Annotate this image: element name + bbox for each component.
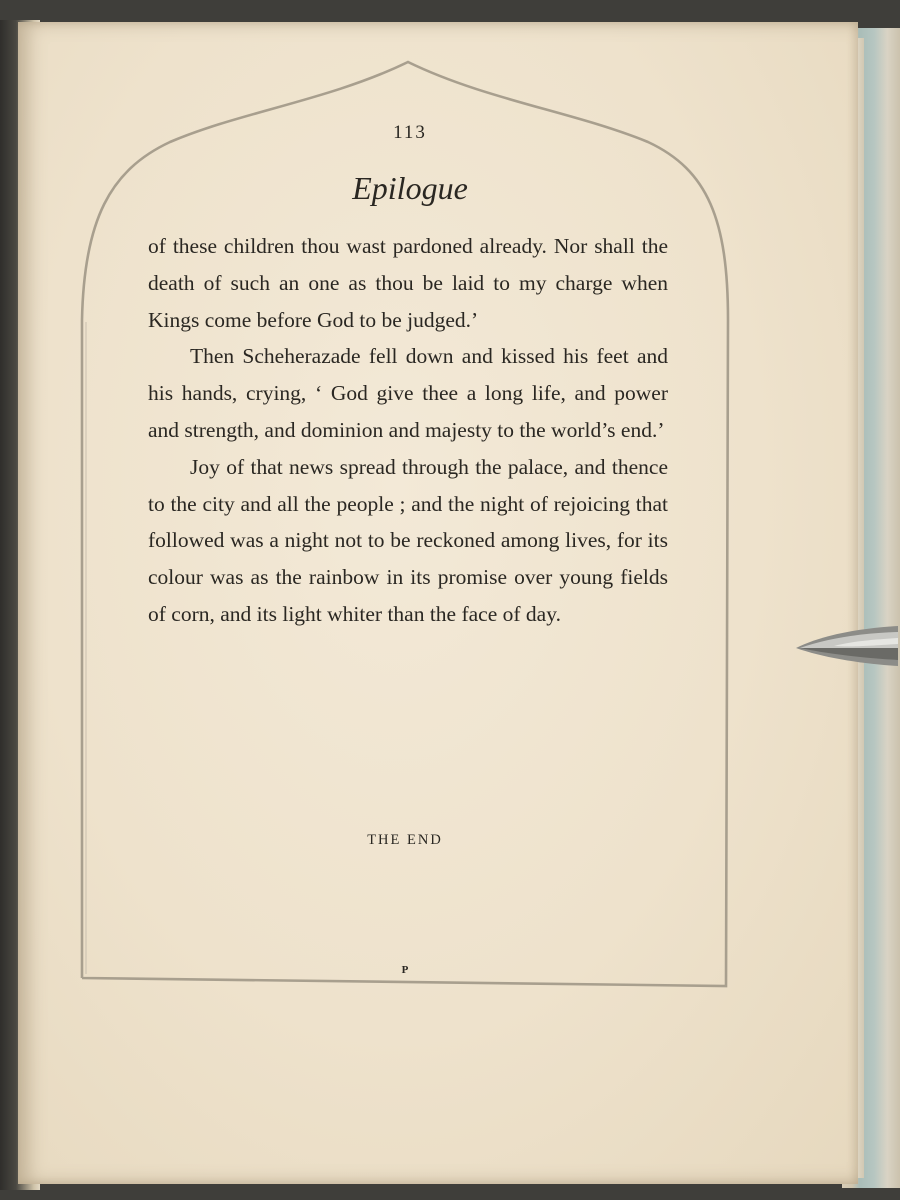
paragraph: Joy of that news spread through the palace, and thence to the city and all the people ; and the night of rejoicing that followed was a night not to be reckoned among lives, for its colour was as the rainbow in its promise over young fields of corn, and its light whiter than the face of day. [148, 454, 668, 626]
page-number: 113 [393, 122, 427, 143]
paragraph: of these children thou wast pardoned already. Nor shall the death of such an one as thou be laid to my charge when Kings come before God to be judged.’ [148, 234, 668, 332]
signature-mark: P [401, 964, 409, 976]
paragraph: Then Scheherazade fell down and kissed his feet and his hands, crying, ‘ God give thee a long life, and power and strength, and dominion and majesty to the world’s end.’ [148, 344, 668, 442]
body-text [148, 228, 668, 633]
chapter-title: Epilogue [352, 170, 468, 206]
end-marker: THE END [367, 832, 443, 848]
